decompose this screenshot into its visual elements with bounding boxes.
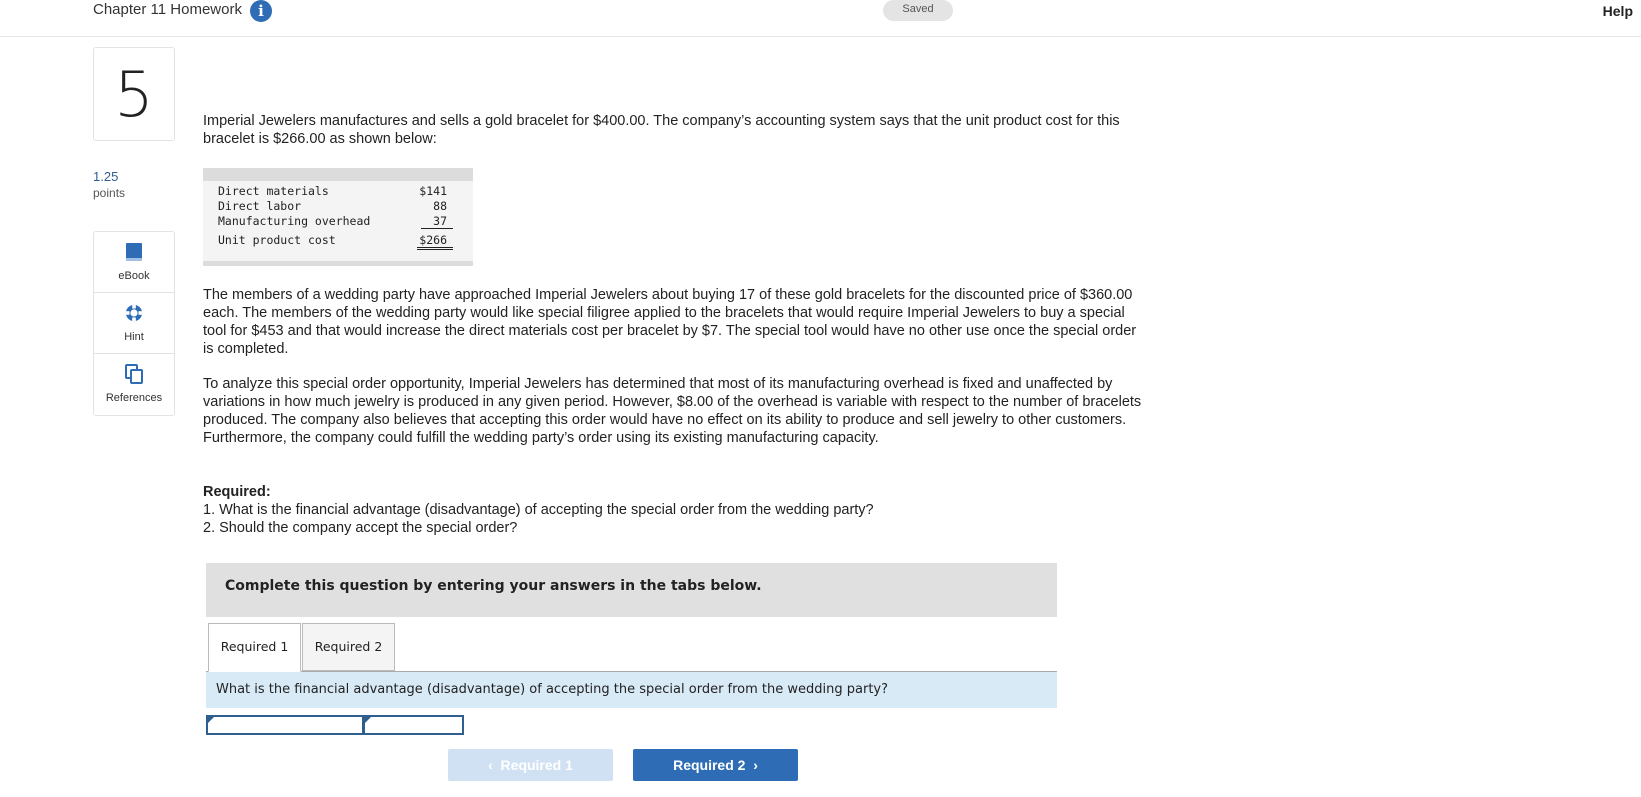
tab-required-2[interactable]: Required 2: [302, 623, 395, 671]
hint-label: Hint: [124, 331, 144, 343]
problem-paragraph-2: The members of a wedding party have approached Imperial Jewelers about buying 17 of these gold bracelets for the discounted price of $360.00 each. The members of the wedding party would like special filigree applied to the bracelets that would require Imperial Jewelers to buy a special tool for $453 and that would increase the direct materials cost per bracelet by $7. The special tool would have no other use once the special order is completed.: [203, 287, 1137, 357]
tab-required-1[interactable]: Required 1: [208, 623, 301, 672]
required-item-1: 1. What is the financial advantage (disadvantage) of accepting the special order from the wedding party?: [203, 502, 874, 518]
required-item-2: 2. Should the company accept the special order?: [203, 520, 518, 536]
question-number-box: [93, 47, 175, 141]
table-footer-bar: [203, 261, 473, 266]
points-label: points: [93, 186, 126, 200]
cost-amount: 88: [433, 199, 447, 213]
table-row: [203, 198, 473, 214]
references-button[interactable]: [94, 354, 174, 414]
question-number: 5: [114, 58, 154, 131]
cost-label: Unit product cost: [218, 233, 336, 247]
table-row: [203, 213, 473, 229]
table-row: [203, 183, 473, 199]
cost-label: Manufacturing overhead: [218, 214, 371, 228]
help-link[interactable]: Help: [1602, 3, 1633, 19]
cost-table: [203, 168, 473, 266]
next-tab-label: Required 2: [673, 757, 746, 773]
tools-panel: [93, 231, 175, 416]
answer-tabs: [206, 623, 1057, 672]
hint-button[interactable]: [94, 293, 174, 354]
instruction-text: Complete this question by entering your answers in the tabs below.: [225, 578, 762, 594]
previous-tab-button[interactable]: [448, 749, 613, 781]
assignment-title: Chapter 11 Homework: [93, 1, 242, 18]
points-value: 1.25: [93, 169, 119, 184]
references-label: References: [105, 392, 163, 404]
cost-amount: $266: [417, 233, 453, 250]
top-bar: [0, 0, 1641, 37]
required-heading: Required:: [203, 484, 271, 500]
book-icon: [125, 242, 143, 262]
answer-amount-field[interactable]: [363, 715, 464, 735]
previous-tab-label: Required 1: [500, 757, 573, 773]
tab-question-bar: [206, 672, 1057, 708]
problem-intro: Imperial Jewelers manufactures and sells a gold bracelet for $400.00. The company’s accounting system says that the unit product cost for this bracelet is $266.00 as shown below:: [203, 113, 1120, 147]
cost-amount: 37: [421, 214, 453, 229]
tab-question-text: What is the financial advantage (disadvantage) of accepting the special order from the wedding party?: [216, 682, 889, 697]
chevron-left-icon: ‹: [488, 757, 501, 773]
table-row: [203, 232, 473, 248]
cost-label: Direct materials: [218, 184, 329, 198]
ebook-label: eBook: [118, 270, 150, 282]
problem-paragraph-3: To analyze this special order opportunity, Imperial Jewelers has determined that most of its manufacturing overhead is fixed and unaffected by variations in how much jewelry is produced in any given period. However, $8.00 of the overhead is variable with respect to the number of bracelets produced. The company also believes that accepting this order would have no effect on its ability to produce and sell jewelry to other customers. Furthermore, the company could fulfill the wedding party’s order using its existing manufacturing capacity.: [203, 376, 1142, 446]
ebook-button[interactable]: [94, 232, 174, 293]
cost-amount: $141: [419, 184, 447, 198]
saved-status-badge: Saved: [883, 0, 953, 21]
table-header-bar: [203, 168, 473, 181]
instruction-box: [206, 563, 1057, 617]
lifebuoy-icon: [125, 303, 143, 323]
info-icon[interactable]: i: [250, 0, 272, 22]
answer-label-field[interactable]: [206, 715, 364, 735]
cost-label: Direct labor: [218, 199, 302, 213]
next-tab-button[interactable]: [633, 749, 798, 781]
copy-icon: [125, 364, 143, 384]
chevron-right-icon: ›: [745, 757, 758, 773]
